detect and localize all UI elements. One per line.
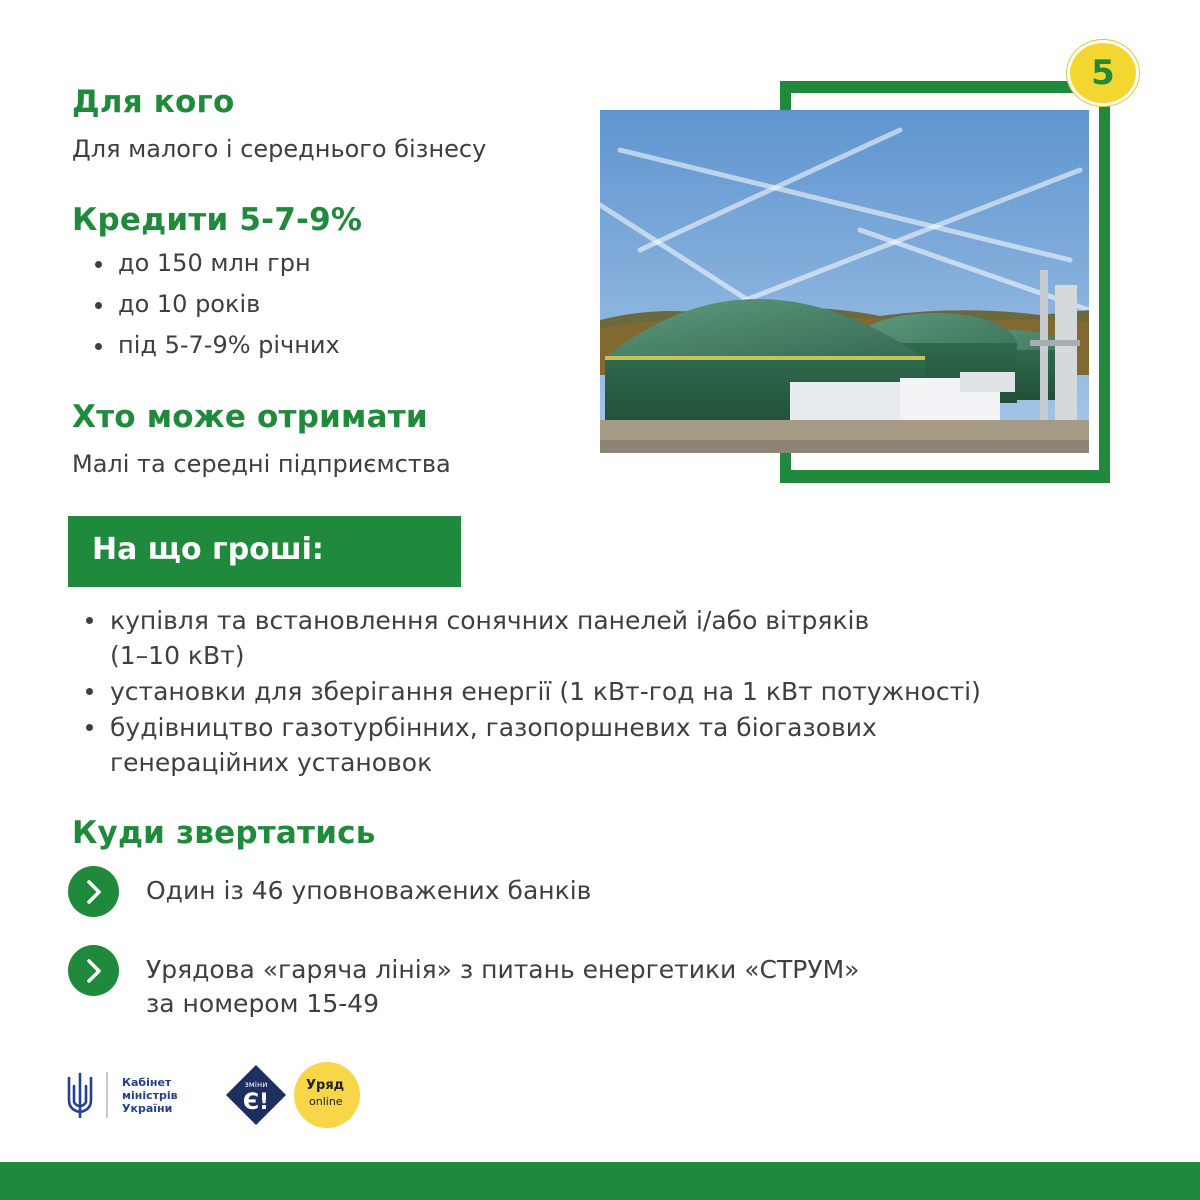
cabinet-line: міністрів [122, 1088, 178, 1102]
money-for-band [68, 516, 461, 587]
footer-logos [66, 1060, 360, 1130]
biogas-plant-photo [600, 110, 1089, 453]
money-for-heading: На що гроші: [92, 532, 324, 567]
contact-text-line2: за номером 15-49 [146, 989, 380, 1018]
contact-row-banks [68, 866, 591, 917]
zminy-big-text: Є! [242, 1090, 270, 1115]
eligible-text: Малі та середні підприємства [72, 450, 451, 478]
chevron-right-icon [68, 866, 119, 917]
money-for-item-line1: установки для зберігання енергії (1 кВт-год на 1 кВт потужності) [110, 677, 981, 706]
contact-text [146, 953, 859, 1021]
money-for-item [78, 603, 1138, 673]
credits-item: під 5-7-9% річних [90, 325, 340, 366]
cabinet-ministers-logo [122, 1076, 202, 1115]
money-for-item-line1: будівництво газотурбінних, газопоршневих та біогазових [110, 713, 877, 742]
logo-divider [106, 1072, 108, 1118]
uryad-line2: online [309, 1095, 343, 1108]
money-for-list [78, 603, 1138, 781]
money-for-item-line2: (1–10 кВт) [110, 641, 245, 670]
zminy-logo [224, 1063, 288, 1127]
contact-text-line1: Урядова «гаряча лінія» з питань енергетики «СТРУМ» [146, 955, 860, 984]
chevron-right-icon [68, 945, 119, 996]
contact-text [146, 874, 591, 908]
page-number-badge: 5 [1067, 40, 1139, 106]
contact-text-line1: Один із 46 уповноважених банків [146, 876, 592, 905]
trident-icon [66, 1072, 94, 1118]
money-for-item-line2: генераційних установок [110, 748, 433, 777]
cabinet-line: Кабінет [122, 1075, 172, 1089]
eligible-heading: Хто може отримати [72, 399, 428, 435]
uryad-line1: Уряд [306, 1078, 345, 1093]
credits-heading: Кредити 5-7-9% [72, 202, 363, 238]
credits-list [90, 243, 340, 366]
for-whom-heading: Для кого [72, 84, 235, 120]
cabinet-line: України [122, 1101, 173, 1115]
zminy-small-text: зміни [244, 1080, 268, 1089]
money-for-item-line1: купівля та встановлення сонячних панелей і/або вітряків [110, 606, 870, 635]
contact-row-hotline [68, 945, 859, 1021]
uryad-online-logo [294, 1062, 360, 1128]
money-for-item [78, 674, 1138, 709]
where-heading: Куди звертатись [72, 815, 376, 851]
money-for-item [78, 710, 1138, 780]
bottom-bar [0, 1162, 1200, 1200]
credits-item: до 10 років [90, 284, 340, 325]
credits-item: до 150 млн грн [90, 243, 340, 284]
for-whom-text: Для малого і середнього бізнесу [72, 135, 487, 163]
